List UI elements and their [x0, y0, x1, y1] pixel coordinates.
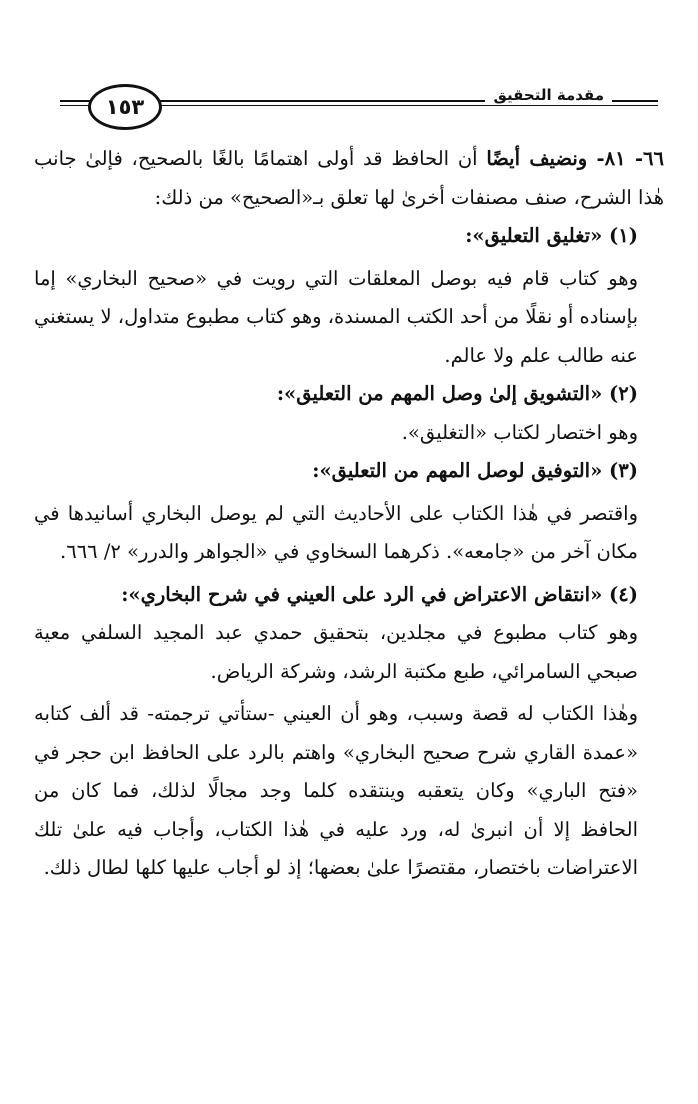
- paragraph-2-text: وهو كتاب قام فيه بوصل المعلقات التي رويت في «صحيح البخاري» إما بإسناده أو نقلًا من أحد الكتب المسندة، وهو كتاب مطبوع متداول، لا يستغني عنه طالب علم ولا عالم.: [34, 266, 638, 367]
- heading-2-text: (٢) «التشويق إلىٰ وصل المهم من التعليق»:: [276, 382, 638, 405]
- body-text: [34, 140, 664, 888]
- paragraph-4: [34, 495, 664, 572]
- paragraph-6: [34, 695, 664, 888]
- paragraph-3: [34, 414, 664, 453]
- heading-4-text: (٤) «انتقاض الاعتراض في الرد على العيني في شرح البخاري»:: [121, 582, 638, 606]
- paragraph-3-text: وهو اختصار لكتاب «التغليق».: [401, 420, 638, 444]
- paragraph-4-text: واقتصر في هٰذا الكتاب على الأحاديث التي لم يوصل البخاري أسانيدها في مكان آخر من «جامعه». ذكرهما السخاوي في «الجواهر والدرر» ٢/ ٦٦٦.: [34, 501, 638, 563]
- header-title: مقدمة التحقيق: [485, 86, 612, 104]
- heading-2: [34, 375, 664, 414]
- heading-1-text: (١) «تغليق التعليق»:: [465, 224, 638, 247]
- header-rule-left-top: [60, 100, 90, 102]
- paragraph-2: [34, 260, 664, 376]
- page-number: ١٥٣: [88, 84, 162, 130]
- heading-1: [34, 217, 664, 256]
- intro-text: أن الحافظ قد أولى اهتمامًا بالغًا بالصحيح، فإلىٰ جانب هٰذا الشرح، صنف مصنفات أخرىٰ لها تعلق بـ«الصحيح» من ذلك:: [34, 147, 664, 209]
- paragraph-6-text: وهٰذا الكتاب له قصة وسبب، وهو أن العيني -ستأتي ترجمته- قد ألف كتابه «عمدة القاري شرح صحيح البخاري» واهتم بالرد على الحافظ ابن حجر في «فتح الباري» وكان يتعقبه وينتقده كلما وجد مجالًا لذلك، فما كان من الحافظ إلا أن انبرىٰ له، ورد عليه في هٰذا الكتاب، وأجاب فيه علىٰ تلك الاعتراضات باختصار، مقتصرًا علىٰ بعضها؛ إذ لو أجاب عليها كلها لطال ذلك.: [34, 702, 638, 879]
- running-header: [58, 80, 658, 130]
- paragraph-1: [34, 140, 664, 217]
- paragraph-5-text: وهو كتاب مطبوع في مجلدين، بتحقيق حمدي عبد المجيد السلفي معية صبحي السامرائي، طبع مكتبة الرشد، وشركة الرياض.: [34, 621, 638, 683]
- heading-3: [34, 452, 664, 491]
- header-rule-left-bottom: [60, 105, 90, 106]
- heading-4: [34, 576, 664, 615]
- paragraph-5: [34, 614, 664, 691]
- heading-3-text: (٣) «التوفيق لوصل المهم من التعليق»:: [312, 459, 638, 482]
- intro-number: ٦٦- ٨١- ونضيف أيضًا: [486, 147, 664, 170]
